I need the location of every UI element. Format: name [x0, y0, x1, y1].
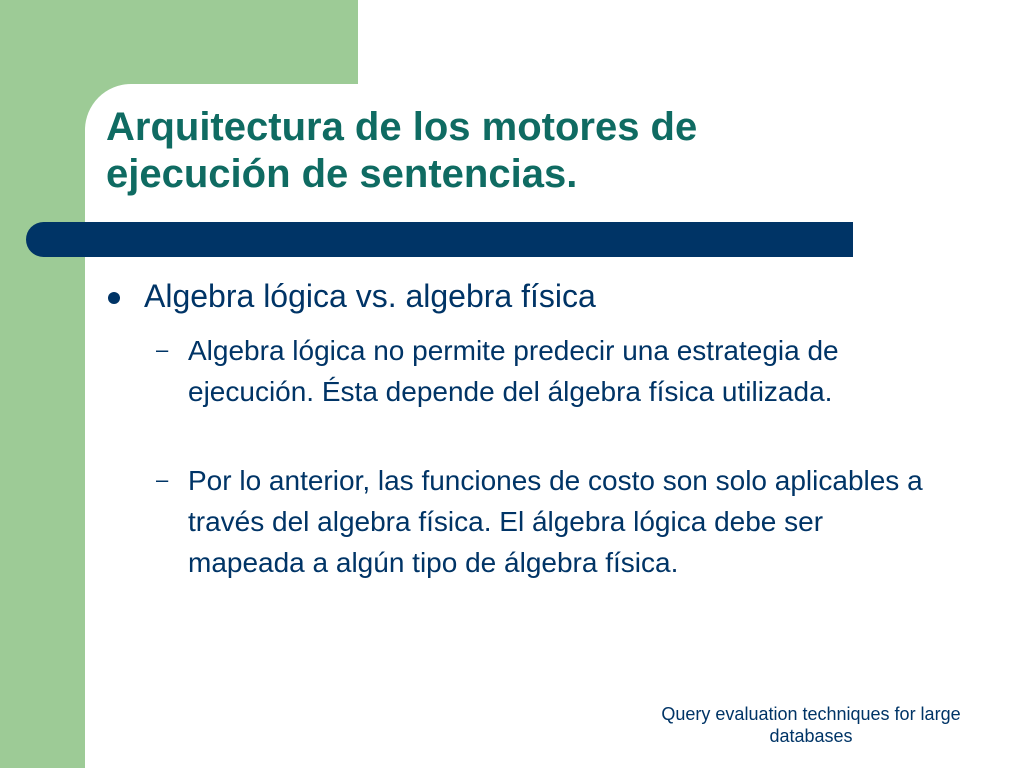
sub-bullet-2-marker: –: [156, 467, 169, 492]
sub-bullet-1-text: Algebra lógica no permite predecir una estrategia de ejecución. Ésta depende del álgebra física utilizada.: [188, 335, 839, 407]
sub-bullet-1-marker: –: [156, 337, 169, 362]
slide-footer: Query evaluation techniques for large databases: [661, 704, 961, 746]
bullet-dot-icon: [108, 292, 120, 304]
title-accent-bar: [26, 222, 853, 257]
sub-bullet-2-text: Por lo anterior, las funciones de costo son solo aplicables a través del algebra física. El álgebra lógica debe ser mapeada a algún tipo de álgebra física.: [188, 465, 923, 578]
slide-title: Arquitectura de los motores de ejecución de sentencias.: [106, 105, 698, 196]
main-bullet-text: Algebra lógica vs. algebra física: [144, 278, 596, 314]
